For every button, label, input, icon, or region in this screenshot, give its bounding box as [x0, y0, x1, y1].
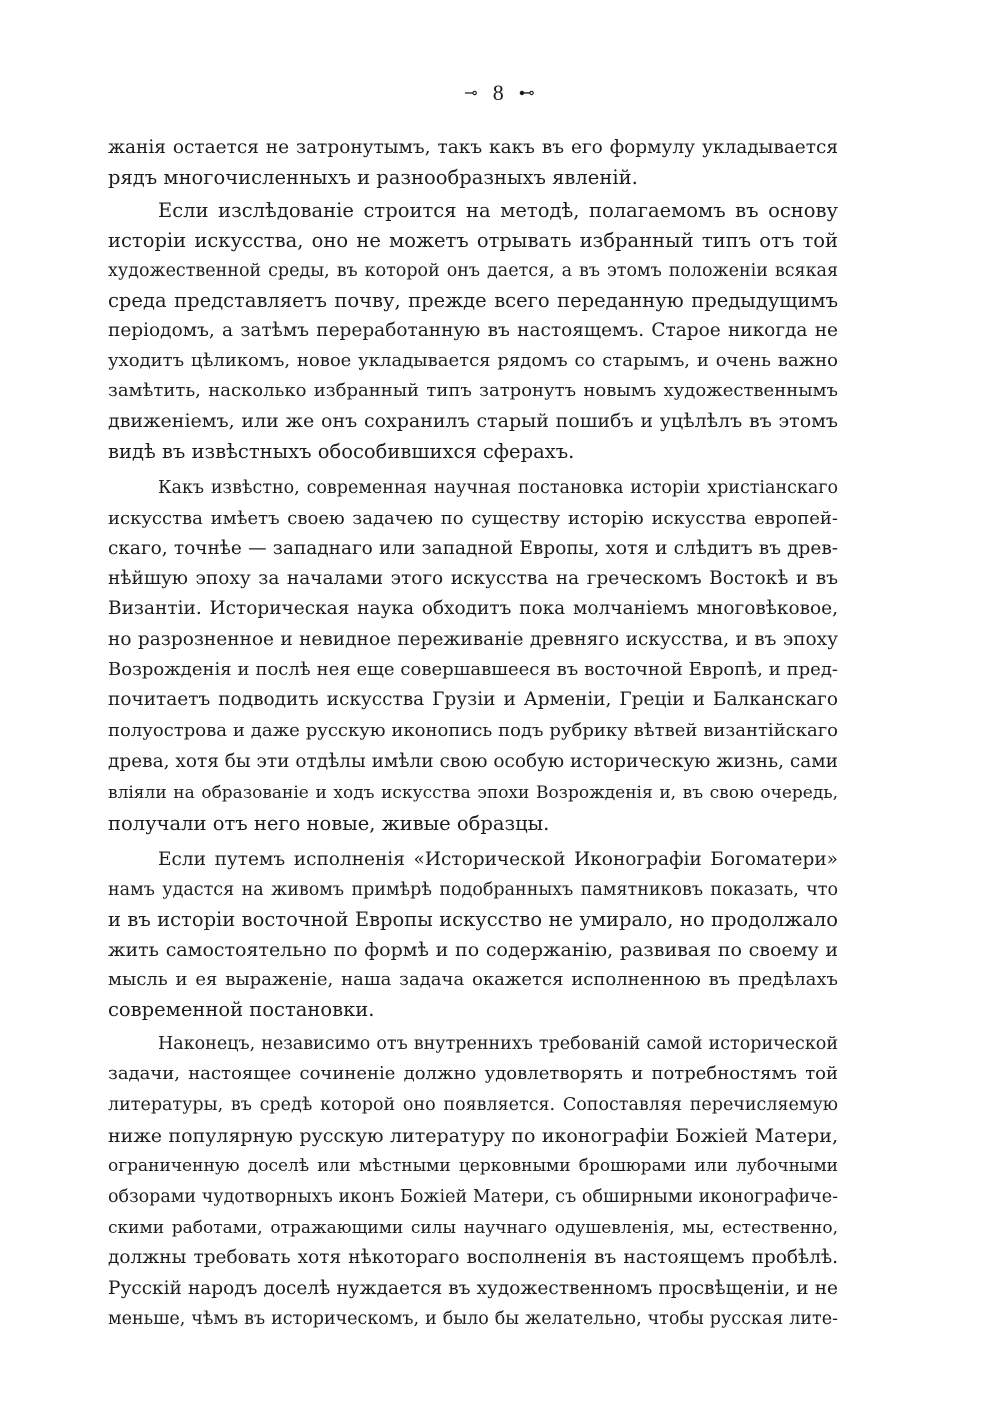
text-line: намъ удастся на живомъ примѣрѣ подобранныхъ памятниковъ показать, что	[108, 880, 838, 900]
text-line: полуострова и даже русскую иконопись подъ рубрику вѣтвей византійскаго	[108, 720, 838, 741]
text-line: Русскій народъ доселѣ нуждается въ художественномъ просвѣщеніи, и не	[108, 1278, 838, 1299]
text-line: жить самостоятельно по формѣ и по содержанію, развивая по своему и	[108, 939, 838, 961]
text-line: скаго, точнѣе — западнаго или западной Европы, хотя и слѣдитъ въ древ-	[108, 538, 838, 559]
text-line: исторіи искусства, оно не можетъ отрывать избранный типъ отъ той	[108, 229, 838, 252]
text-line: Если путемъ исполненія «Исторической Иконографіи Богоматери»	[158, 849, 838, 870]
text-line: Византіи. Историческая наука обходитъ пока молчаніемъ многовѣковое,	[108, 598, 838, 619]
text-line: Какъ извѣстно, современная научная постановка исторіи христіанскаго	[158, 478, 838, 498]
text-line: мысль и ея выраженіе, наша задача окажется исполненною въ предѣлахъ	[108, 969, 838, 990]
text-line: движеніемъ, или же онъ сохранилъ старый пошибъ и уцѣлѣлъ въ этомъ	[108, 410, 838, 432]
text-line: обзорами чудотворныхъ иконъ Божіей Матери, съ обширными иконографиче-	[108, 1187, 838, 1207]
ornament-right-icon: ⊷	[518, 83, 536, 102]
text-line: и въ исторіи восточной Европы искусство не умирало, но продолжало	[108, 908, 838, 931]
text-line: замѣтить, насколько избранный типъ затронутъ новымъ художественнымъ	[108, 380, 838, 401]
text-line: почитаетъ подводить искусства Грузіи и Арменіи, Греціи и Балканскаго	[108, 689, 838, 710]
text-line: получали отъ него новые, живые образцы.	[108, 812, 550, 835]
text-line: нѣйшую эпоху за началами этого искусства на греческомъ Востокѣ и въ	[108, 568, 838, 589]
ornament-left-icon: ⊸	[464, 83, 479, 102]
text-line: меньше, чѣмъ въ историческомъ, и было бы желательно, чтобы русская лите-	[108, 1309, 838, 1329]
text-line: видѣ въ извѣстныхъ обособившихся сферахъ.	[108, 440, 575, 463]
text-line: художественной среды, въ которой онъ дается, а въ этомъ положеніи всякая	[108, 261, 838, 281]
page-header	[0, 78, 1000, 108]
text-line: Наконецъ, независимо отъ внутреннихъ требованій самой исторической	[158, 1034, 838, 1054]
text-line: должны требовать хотя нѣкотораго восполненія въ настоящемъ пробѣлѣ.	[108, 1247, 838, 1268]
text-line: литературы, въ средѣ которой оно появляется. Сопоставляя перечисляемую	[108, 1095, 838, 1115]
text-line: жанія остается не затронутымъ, такъ какъ въ его формулу укладывается	[108, 137, 838, 158]
text-line: вліяли на образованіе и ходъ искусства эпохи Возрожденія и, въ свою очередь,	[108, 783, 838, 803]
text-line: ниже популярную русскую литературу по иконографіи Божіей Матери,	[108, 1125, 838, 1147]
text-line: Возрожденія и послѣ нея еще совершавшееся въ восточной Европѣ, и пред-	[108, 659, 838, 680]
text-line: ограниченную доселѣ или мѣстными церковными брошюрами или лубочными	[108, 1156, 838, 1176]
text-line: но разрозненное и невидное переживаніе древняго искусства, и въ эпоху	[108, 629, 838, 650]
text-line: искусства имѣетъ своею задачею по существу исторію искусства европей-	[108, 508, 838, 529]
text-line: древа, хотя бы эти отдѣлы имѣли свою особую историческую жизнь, сами	[108, 751, 838, 772]
text-line: Если изслѣдованіе строится на методѣ, полагаемомъ въ основу	[158, 199, 838, 222]
text-line: скими работами, отражающими силы научнаго одушевленія, мы, естественно,	[108, 1218, 838, 1238]
text-line: среда представляетъ почву, прежде всего переданную предыдущимъ	[108, 289, 838, 312]
page-number: 8	[492, 80, 505, 105]
text-line: періодомъ, а затѣмъ переработанную въ настоящемъ. Старое никогда не	[108, 320, 838, 341]
text-line: современной постановки.	[108, 998, 375, 1021]
text-line: задачи, настоящее сочиненіе должно удовлетворять и потребностямъ той	[108, 1063, 838, 1084]
text-line: рядъ многочисленныхъ и разнообразныхъ явленій.	[108, 166, 638, 189]
text-line: уходитъ цѣликомъ, новое укладывается рядомъ со старымъ, и очень важно	[108, 350, 838, 371]
